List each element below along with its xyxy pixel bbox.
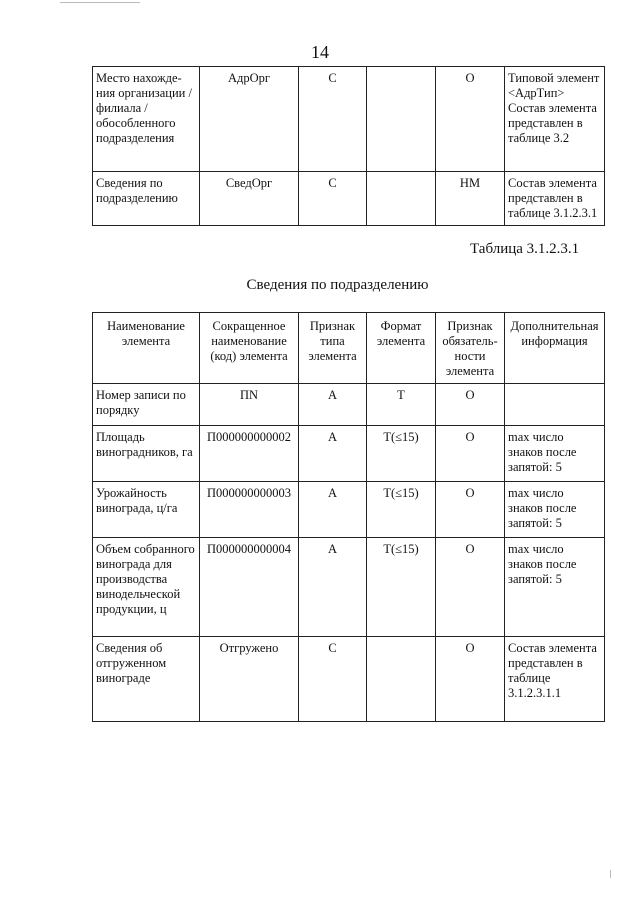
table-row — [93, 384, 605, 426]
element-code-cell: П000000000003 — [200, 482, 299, 538]
column-header: Дополнительная информация — [505, 313, 605, 384]
element-format-cell — [367, 637, 436, 722]
element-name-cell: Сведения об отгруженном винограде — [93, 637, 200, 722]
table-row — [93, 538, 605, 637]
table-label: Таблица 3.1.2.3.1 — [470, 241, 580, 257]
element-name-cell: Номер записи по порядку — [93, 384, 200, 426]
element-required-cell: О — [436, 637, 505, 722]
element-name-cell: Место нахожде-ния организации / филиала / обособленного подразделения — [93, 67, 200, 172]
element-required-cell: НМ — [436, 172, 505, 226]
column-header: Признак типа элемента — [299, 313, 367, 384]
element-name-cell: Урожайность винограда, ц/га — [93, 482, 200, 538]
element-type-cell: А — [299, 426, 367, 482]
element-info-cell — [505, 384, 605, 426]
element-type-cell: А — [299, 482, 367, 538]
elements-table — [92, 312, 605, 722]
element-format-cell: Т — [367, 384, 436, 426]
table-header-row — [93, 313, 605, 384]
element-required-cell: О — [436, 384, 505, 426]
element-info-cell: Типовой элемент <АдрТип> Состав элемента представлен в таблице 3.2 — [505, 67, 605, 172]
element-info-cell: Состав элемента представлен в таблице 3.1.2.3.1.1 — [505, 637, 605, 722]
element-type-cell: С — [299, 172, 367, 226]
element-required-cell: О — [436, 426, 505, 482]
element-required-cell: О — [436, 538, 505, 637]
table-row — [93, 172, 605, 226]
element-format-cell: Т(≤15) — [367, 482, 436, 538]
element-format-cell — [367, 172, 436, 226]
column-header: Признак обязатель-ности элемента — [436, 313, 505, 384]
table-continued — [92, 66, 605, 226]
element-info-cell: max число знаков после запятой: 5 — [505, 426, 605, 482]
element-name-cell: Площадь виноградников, га — [93, 426, 200, 482]
element-format-cell: Т(≤15) — [367, 538, 436, 637]
column-header: Наименование элемента — [93, 313, 200, 384]
element-name-cell: Сведения по подразделению — [93, 172, 200, 226]
scan-edge-mark — [60, 2, 140, 3]
element-format-cell — [367, 67, 436, 172]
element-info-cell: max число знаков после запятой: 5 — [505, 482, 605, 538]
element-info-cell: Состав элемента представлен в таблице 3.1.2.3.1 — [505, 172, 605, 226]
element-type-cell: С — [299, 637, 367, 722]
element-code-cell: П000000000004 — [200, 538, 299, 637]
element-info-cell: max число знаков после запятой: 5 — [505, 538, 605, 637]
table-title: Сведения по подразделению — [246, 277, 429, 293]
table-row — [93, 637, 605, 722]
element-format-cell: Т(≤15) — [367, 426, 436, 482]
table-row — [93, 426, 605, 482]
column-header: Сокращенное наименование (код) элемента — [200, 313, 299, 384]
element-code-cell: П000000000002 — [200, 426, 299, 482]
table-row — [93, 67, 605, 172]
element-code-cell: Отгружено — [200, 637, 299, 722]
element-name-cell: Объем собранного винограда для производства винодельческой продукции, ц — [93, 538, 200, 637]
element-code-cell: АдрОрг — [200, 67, 299, 172]
element-required-cell: О — [436, 67, 505, 172]
scan-edge-mark — [610, 870, 611, 878]
element-code-cell: СведОрг — [200, 172, 299, 226]
element-type-cell: А — [299, 538, 367, 637]
page-number: 14 — [311, 42, 329, 62]
element-type-cell: С — [299, 67, 367, 172]
element-code-cell: ПN — [200, 384, 299, 426]
column-header: Формат элемента — [367, 313, 436, 384]
table-row — [93, 482, 605, 538]
element-required-cell: О — [436, 482, 505, 538]
element-type-cell: А — [299, 384, 367, 426]
